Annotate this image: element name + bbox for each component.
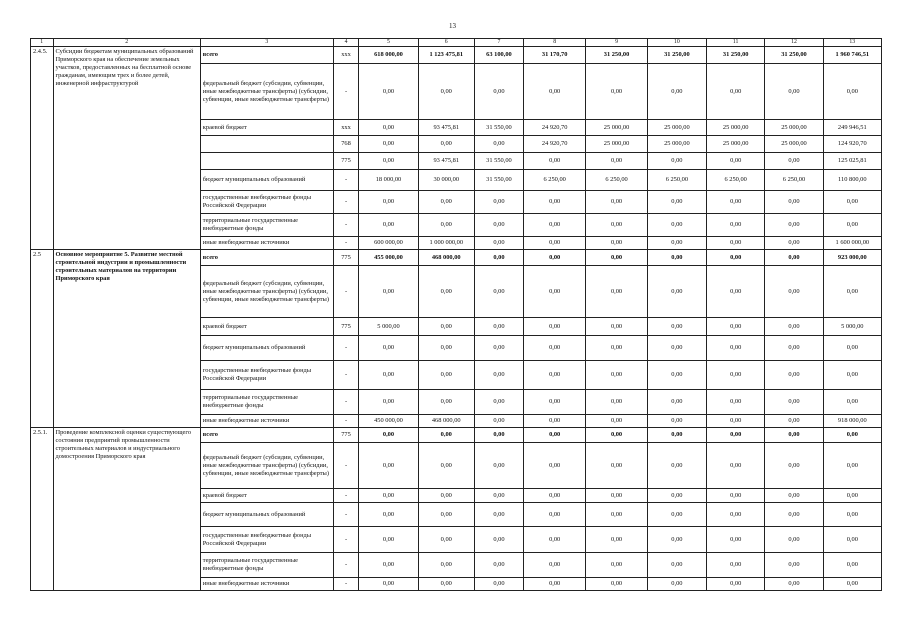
table-body (31, 39, 882, 591)
column-number: 2 (53, 39, 200, 47)
funding-source: федеральный бюджет (субсидии, субвенции, иные межбюджетные трансферты) (субсидии, субвенции, иные межбюджетные трансферты) (200, 443, 333, 489)
year-value: 0,00 (474, 415, 523, 428)
year-value: 0,00 (418, 443, 474, 489)
budget-code: ххх (333, 47, 359, 64)
year-value: 0,00 (418, 390, 474, 415)
budget-code: - (333, 214, 359, 237)
year-value: 0,00 (523, 390, 585, 415)
year-value: 0,00 (707, 390, 765, 415)
budget-code: - (333, 527, 359, 553)
year-value: 0,00 (707, 443, 765, 489)
year-value: 468 000,00 (418, 415, 474, 428)
year-value: 0,00 (418, 503, 474, 527)
budget-code: - (333, 336, 359, 361)
year-value: 0,00 (359, 136, 418, 153)
financing-table (30, 38, 882, 591)
year-value: 31 250,00 (647, 47, 706, 64)
funding-source: территориальные государственные внебюджетные фонды (200, 390, 333, 415)
year-value: 0,00 (523, 237, 585, 250)
year-value: 25 000,00 (765, 120, 823, 136)
total-value: 0,00 (823, 578, 881, 591)
year-value: 0,00 (765, 443, 823, 489)
year-value: 0,00 (707, 153, 765, 170)
section-name: Основное мероприятие 5. Развитие местной строительной индустрии и промышленности строительных материалов на территории Приморского края (53, 250, 200, 428)
year-value: 0,00 (765, 214, 823, 237)
budget-code: - (333, 191, 359, 214)
funding-source: краевой бюджет (200, 489, 333, 503)
year-value: 0,00 (647, 443, 706, 489)
column-number-row (31, 39, 882, 47)
year-value: 0,00 (418, 191, 474, 214)
column-number: 8 (523, 39, 585, 47)
year-value: 0,00 (765, 578, 823, 591)
year-value: 0,00 (523, 527, 585, 553)
year-value: 0,00 (707, 336, 765, 361)
year-value: 0,00 (474, 237, 523, 250)
year-value: 0,00 (707, 214, 765, 237)
year-value: 0,00 (647, 191, 706, 214)
year-value: 0,00 (359, 503, 418, 527)
budget-code: - (333, 64, 359, 120)
budget-code: 775 (333, 250, 359, 266)
year-value: 468 000,00 (418, 250, 474, 266)
year-value: 0,00 (359, 336, 418, 361)
year-value: 31 250,00 (765, 47, 823, 64)
year-value: 0,00 (707, 503, 765, 527)
year-value: 25 000,00 (765, 136, 823, 153)
funding-source: иные внебюджетные источники (200, 237, 333, 250)
year-value: 0,00 (523, 503, 585, 527)
year-value: 0,00 (359, 553, 418, 578)
section-name: Проведение комплексной оценки существующего состояния предприятий промышленности строительных материалов и индустриального домостроения Приморского края (53, 428, 200, 591)
year-value: 0,00 (474, 489, 523, 503)
year-value: 30 000,00 (418, 170, 474, 191)
total-value: 124 920,70 (823, 136, 881, 153)
year-value: 0,00 (474, 361, 523, 390)
section-code: 2.5 (31, 250, 54, 428)
table-row (31, 428, 882, 443)
year-value: 0,00 (586, 266, 647, 318)
year-value: 0,00 (765, 361, 823, 390)
year-value: 0,00 (765, 153, 823, 170)
funding-source: государственные внебюджетные фонды Российской Федерации (200, 361, 333, 390)
funding-source: государственные внебюджетные фонды Российской Федерации (200, 191, 333, 214)
year-value: 0,00 (418, 266, 474, 318)
funding-source: всего (200, 47, 333, 64)
year-value: 0,00 (474, 191, 523, 214)
year-value: 0,00 (586, 390, 647, 415)
year-value: 0,00 (418, 64, 474, 120)
year-value: 31 550,00 (474, 120, 523, 136)
funding-source: всего (200, 428, 333, 443)
funding-source: иные внебюджетные источники (200, 415, 333, 428)
year-value: 0,00 (586, 318, 647, 336)
year-value: 0,00 (474, 503, 523, 527)
year-value: 0,00 (474, 266, 523, 318)
year-value: 0,00 (707, 250, 765, 266)
total-value: 125 025,81 (823, 153, 881, 170)
budget-code: - (333, 237, 359, 250)
year-value: 0,00 (647, 390, 706, 415)
year-value: 0,00 (586, 415, 647, 428)
year-value: 0,00 (765, 336, 823, 361)
year-value: 0,00 (474, 527, 523, 553)
year-value: 0,00 (707, 191, 765, 214)
funding-source: государственные внебюджетные фонды Российской Федерации (200, 527, 333, 553)
column-number: 13 (823, 39, 881, 47)
year-value: 6 250,00 (586, 170, 647, 191)
year-value: 0,00 (647, 578, 706, 591)
total-value: 0,00 (823, 503, 881, 527)
year-value: 0,00 (418, 361, 474, 390)
year-value: 0,00 (474, 136, 523, 153)
year-value: 0,00 (523, 578, 585, 591)
year-value: 0,00 (586, 214, 647, 237)
section-name: Субсидии бюджетам муниципальных образований Приморского края на обеспечение земельных участков, предоставленных на бесплатной основе гражданам, имеющим трех и более детей, инженерной инфраструктурой (53, 47, 200, 250)
year-value: 0,00 (707, 361, 765, 390)
funding-source: федеральный бюджет (субсидии, субвенции, иные межбюджетные трансферты) (субсидии, субвенции, иные межбюджетные трансферты) (200, 266, 333, 318)
year-value: 0,00 (359, 120, 418, 136)
year-value: 0,00 (359, 578, 418, 591)
budget-code: - (333, 578, 359, 591)
year-value: 0,00 (523, 336, 585, 361)
year-value: 0,00 (523, 266, 585, 318)
year-value: 93 475,81 (418, 120, 474, 136)
total-value: 0,00 (823, 64, 881, 120)
page-number: 13 (449, 22, 456, 30)
funding-source (200, 136, 333, 153)
year-value: 0,00 (647, 428, 706, 443)
year-value: 0,00 (359, 390, 418, 415)
year-value: 0,00 (359, 489, 418, 503)
year-value: 0,00 (523, 318, 585, 336)
year-value: 0,00 (765, 503, 823, 527)
year-value: 0,00 (523, 191, 585, 214)
total-value: 0,00 (823, 336, 881, 361)
year-value: 0,00 (765, 64, 823, 120)
year-value: 31 250,00 (586, 47, 647, 64)
year-value: 0,00 (523, 443, 585, 489)
year-value: 0,00 (586, 361, 647, 390)
funding-source: иные внебюджетные источники (200, 578, 333, 591)
column-number: 9 (586, 39, 647, 47)
total-value: 0,00 (823, 266, 881, 318)
budget-code: - (333, 443, 359, 489)
year-value: 0,00 (707, 489, 765, 503)
funding-source: территориальные государственные внебюджетные фонды (200, 553, 333, 578)
column-number: 10 (647, 39, 706, 47)
column-number: 11 (707, 39, 765, 47)
year-value: 0,00 (647, 336, 706, 361)
total-value: 5 000,00 (823, 318, 881, 336)
year-value: 0,00 (765, 428, 823, 443)
column-number: 5 (359, 39, 418, 47)
year-value: 0,00 (418, 214, 474, 237)
year-value: 25 000,00 (647, 136, 706, 153)
year-value: 0,00 (418, 553, 474, 578)
total-value: 0,00 (823, 361, 881, 390)
year-value: 0,00 (586, 153, 647, 170)
column-number: 1 (31, 39, 54, 47)
budget-code: - (333, 361, 359, 390)
funding-source: бюджет муниципальных образований (200, 336, 333, 361)
total-value: 1 600 000,00 (823, 237, 881, 250)
budget-code: ххх (333, 120, 359, 136)
year-value: 0,00 (707, 428, 765, 443)
budget-code: - (333, 170, 359, 191)
funding-source: территориальные государственные внебюджетные фонды (200, 214, 333, 237)
year-value: 0,00 (647, 64, 706, 120)
year-value: 0,00 (647, 237, 706, 250)
funding-source: бюджет муниципальных образований (200, 503, 333, 527)
year-value: 0,00 (707, 578, 765, 591)
total-value: 0,00 (823, 527, 881, 553)
column-number: 4 (333, 39, 359, 47)
year-value: 0,00 (359, 266, 418, 318)
year-value: 0,00 (707, 266, 765, 318)
year-value: 0,00 (418, 318, 474, 336)
year-value: 0,00 (765, 266, 823, 318)
year-value: 0,00 (586, 503, 647, 527)
funding-source: бюджет муниципальных образований (200, 170, 333, 191)
year-value: 0,00 (586, 64, 647, 120)
year-value: 0,00 (359, 153, 418, 170)
year-value: 0,00 (647, 266, 706, 318)
budget-code: - (333, 266, 359, 318)
column-number: 6 (418, 39, 474, 47)
year-value: 25 000,00 (707, 120, 765, 136)
year-value: 63 100,00 (474, 47, 523, 64)
year-value: 0,00 (418, 489, 474, 503)
year-value: 0,00 (586, 527, 647, 553)
year-value: 0,00 (418, 578, 474, 591)
year-value: 0,00 (647, 553, 706, 578)
year-value: 6 250,00 (707, 170, 765, 191)
section-code: 2.5.1. (31, 428, 54, 591)
year-value: 1 000 000,00 (418, 237, 474, 250)
year-value: 0,00 (523, 64, 585, 120)
year-value: 0,00 (586, 489, 647, 503)
year-value: 0,00 (359, 361, 418, 390)
funding-source: федеральный бюджет (субсидии, субвенции, иные межбюджетные трансферты) (субсидии, субвенции, иные межбюджетные трансферты) (200, 64, 333, 120)
year-value: 24 920,70 (523, 120, 585, 136)
year-value: 450 000,00 (359, 415, 418, 428)
total-value: 249 946,51 (823, 120, 881, 136)
year-value: 0,00 (359, 428, 418, 443)
year-value: 93 475,81 (418, 153, 474, 170)
year-value: 0,00 (474, 390, 523, 415)
year-value: 0,00 (523, 361, 585, 390)
total-value: 1 960 746,51 (823, 47, 881, 64)
year-value: 25 000,00 (707, 136, 765, 153)
year-value: 0,00 (707, 64, 765, 120)
year-value: 0,00 (474, 64, 523, 120)
year-value: 0,00 (523, 250, 585, 266)
year-value: 0,00 (765, 250, 823, 266)
budget-code: - (333, 415, 359, 428)
table-row (31, 47, 882, 64)
year-value: 0,00 (765, 191, 823, 214)
year-value: 31 170,70 (523, 47, 585, 64)
year-value: 0,00 (647, 489, 706, 503)
year-value: 0,00 (523, 153, 585, 170)
column-number: 3 (200, 39, 333, 47)
year-value: 0,00 (765, 415, 823, 428)
year-value: 0,00 (474, 214, 523, 237)
year-value: 0,00 (474, 336, 523, 361)
total-value: 0,00 (823, 214, 881, 237)
year-value: 0,00 (523, 489, 585, 503)
total-value: 0,00 (823, 443, 881, 489)
year-value: 0,00 (707, 553, 765, 578)
year-value: 0,00 (765, 553, 823, 578)
year-value: 0,00 (523, 214, 585, 237)
year-value: 6 250,00 (765, 170, 823, 191)
year-value: 0,00 (647, 318, 706, 336)
year-value: 6 250,00 (523, 170, 585, 191)
year-value: 6 250,00 (647, 170, 706, 191)
section-code: 2.4.5. (31, 47, 54, 250)
year-value: 0,00 (359, 214, 418, 237)
year-value: 0,00 (359, 64, 418, 120)
funding-source (200, 153, 333, 170)
table-row (31, 250, 882, 266)
year-value: 0,00 (474, 553, 523, 578)
total-value: 0,00 (823, 428, 881, 443)
funding-source: краевой бюджет (200, 318, 333, 336)
year-value: 1 123 475,81 (418, 47, 474, 64)
column-number: 7 (474, 39, 523, 47)
budget-code: - (333, 503, 359, 527)
year-value: 0,00 (418, 527, 474, 553)
year-value: 0,00 (647, 527, 706, 553)
year-value: 25 000,00 (647, 120, 706, 136)
funding-source: краевой бюджет (200, 120, 333, 136)
year-value: 0,00 (765, 390, 823, 415)
year-value: 0,00 (647, 214, 706, 237)
year-value: 0,00 (765, 318, 823, 336)
year-value: 0,00 (647, 153, 706, 170)
budget-code: 775 (333, 428, 359, 443)
year-value: 0,00 (418, 136, 474, 153)
year-value: 0,00 (523, 415, 585, 428)
total-value: 0,00 (823, 489, 881, 503)
budget-code: 775 (333, 318, 359, 336)
year-value: 0,00 (359, 191, 418, 214)
year-value: 31 550,00 (474, 170, 523, 191)
year-value: 0,00 (707, 415, 765, 428)
total-value: 0,00 (823, 191, 881, 214)
year-value: 0,00 (523, 428, 585, 443)
year-value: 0,00 (418, 336, 474, 361)
year-value: 0,00 (765, 527, 823, 553)
year-value: 600 000,00 (359, 237, 418, 250)
year-value: 455 000,00 (359, 250, 418, 266)
year-value: 0,00 (359, 527, 418, 553)
year-value: 0,00 (765, 489, 823, 503)
budget-code: - (333, 553, 359, 578)
year-value: 0,00 (707, 318, 765, 336)
total-value: 918 000,00 (823, 415, 881, 428)
year-value: 0,00 (523, 553, 585, 578)
budget-code: - (333, 489, 359, 503)
total-value: 0,00 (823, 390, 881, 415)
year-value: 25 000,00 (586, 120, 647, 136)
total-value: 110 800,00 (823, 170, 881, 191)
year-value: 0,00 (647, 361, 706, 390)
budget-code: 775 (333, 153, 359, 170)
year-value: 0,00 (647, 415, 706, 428)
year-value: 0,00 (586, 250, 647, 266)
budget-code: 768 (333, 136, 359, 153)
year-value: 0,00 (586, 578, 647, 591)
year-value: 0,00 (474, 443, 523, 489)
year-value: 0,00 (586, 336, 647, 361)
year-value: 18 000,00 (359, 170, 418, 191)
year-value: 618 000,00 (359, 47, 418, 64)
year-value: 0,00 (418, 428, 474, 443)
year-value: 0,00 (474, 318, 523, 336)
column-number: 12 (765, 39, 823, 47)
year-value: 0,00 (586, 237, 647, 250)
year-value: 0,00 (586, 191, 647, 214)
year-value: 0,00 (765, 237, 823, 250)
funding-source: всего (200, 250, 333, 266)
budget-code: - (333, 390, 359, 415)
year-value: 31 550,00 (474, 153, 523, 170)
year-value: 0,00 (707, 237, 765, 250)
total-value: 923 000,00 (823, 250, 881, 266)
year-value: 0,00 (586, 553, 647, 578)
year-value: 0,00 (647, 250, 706, 266)
year-value: 0,00 (586, 443, 647, 489)
year-value: 0,00 (707, 527, 765, 553)
year-value: 0,00 (359, 443, 418, 489)
year-value: 0,00 (474, 428, 523, 443)
year-value: 5 000,00 (359, 318, 418, 336)
year-value: 25 000,00 (586, 136, 647, 153)
year-value: 24 920,70 (523, 136, 585, 153)
year-value: 0,00 (586, 428, 647, 443)
year-value: 0,00 (474, 578, 523, 591)
year-value: 0,00 (647, 503, 706, 527)
total-value: 0,00 (823, 553, 881, 578)
year-value: 0,00 (474, 250, 523, 266)
year-value: 31 250,00 (707, 47, 765, 64)
